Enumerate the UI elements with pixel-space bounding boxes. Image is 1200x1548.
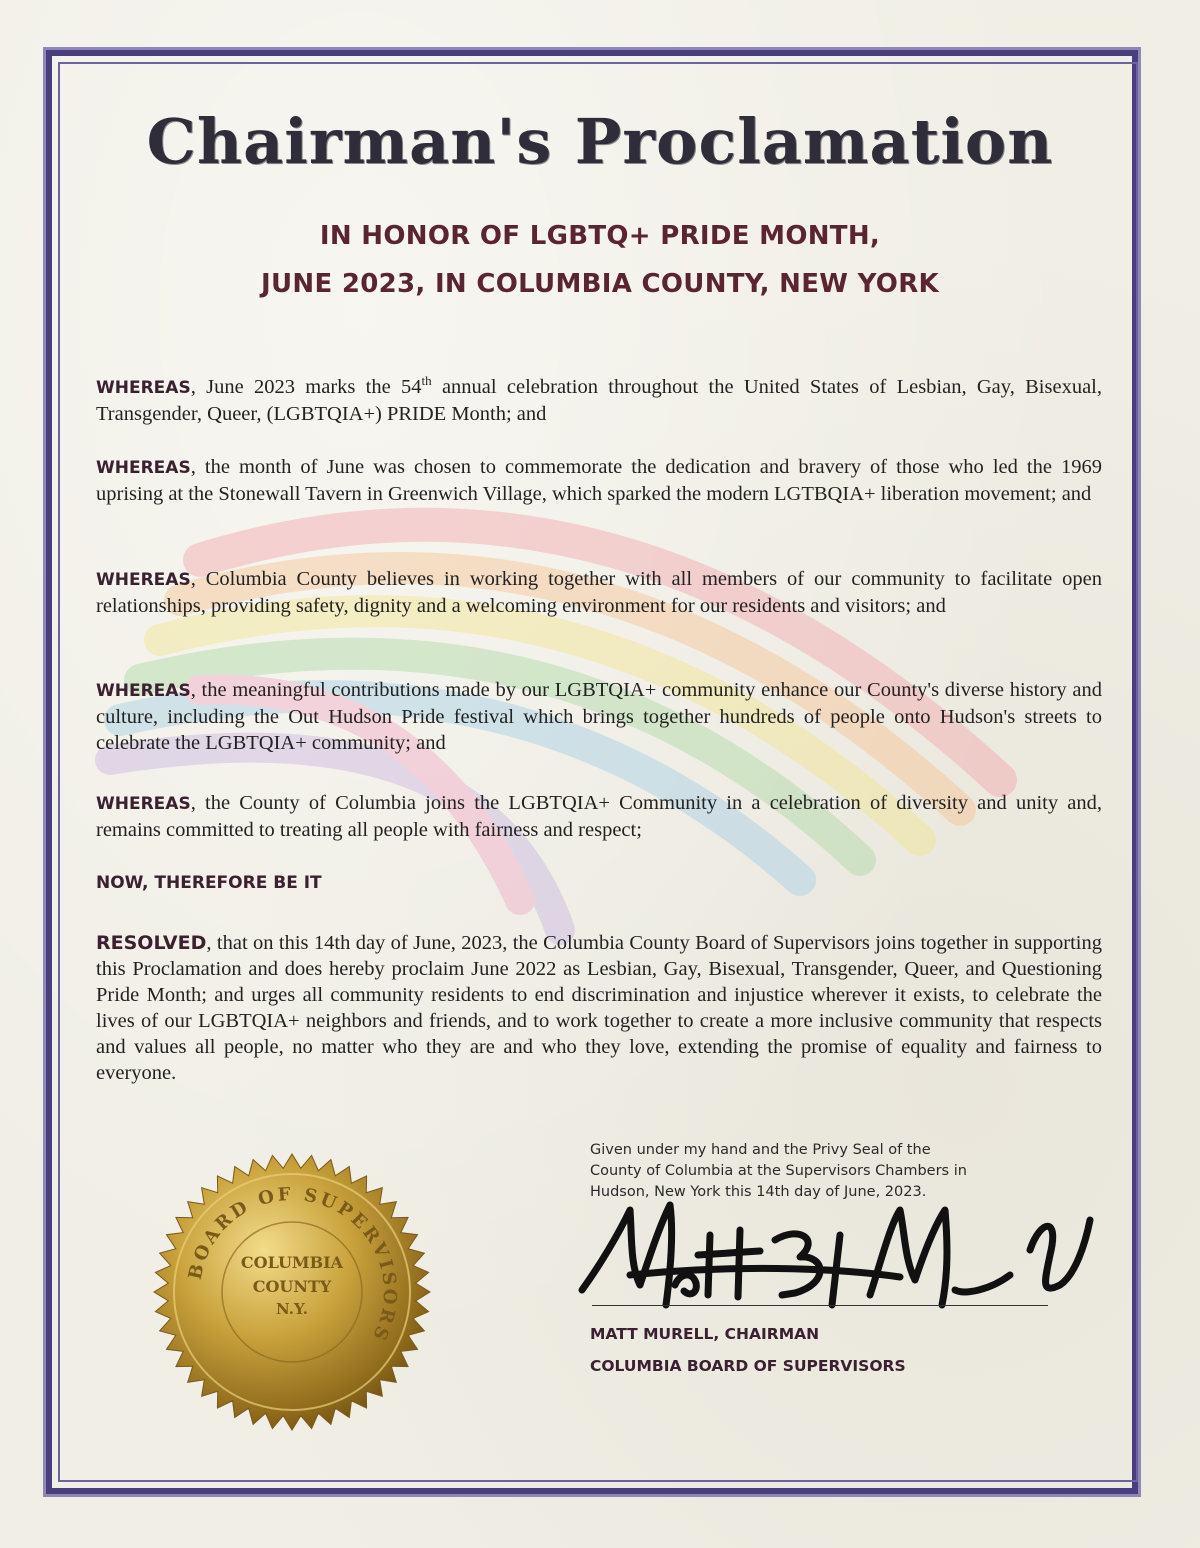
whereas-label: WHEREAS bbox=[96, 458, 191, 478]
clause-4-text: , the meaningful contributions made by our LGBTQIA+ community enhance our County's diverse history and culture, including the Out Hudson Pride festival which brings together hundreds of people onto Hudson's streets to celebrate the LGBTQIA+ community; and bbox=[96, 679, 1102, 754]
signer-organization: COLUMBIA BOARD OF SUPERVISORS bbox=[590, 1357, 906, 1375]
seal-center-line-3: N.Y. bbox=[276, 1300, 308, 1318]
given-statement bbox=[590, 1140, 1030, 1203]
clause-2-text: , the month of June was chosen to commemorate the dedication and bravery of those who led the 1969 uprising at the Stonewall Tavern in Greenwich Village, which sparked the modern LGTBQIA+ liberation movement; and bbox=[96, 456, 1102, 505]
whereas-clause-1 bbox=[96, 368, 1102, 427]
whereas-clause-3 bbox=[96, 566, 1102, 619]
seal-ring-text: BOARD OF SUPERVISORS bbox=[184, 1183, 401, 1346]
signer-block bbox=[590, 1318, 906, 1382]
page-subtitle bbox=[0, 212, 1200, 308]
clause-1-text-post: annual celebration throughout the United States of Lesbian, Gay, Bisexual, Transgender, Queer, (LGBTQIA+) PRIDE Month; and bbox=[96, 375, 1102, 425]
resolved-clause bbox=[96, 930, 1102, 1086]
given-line-2: County of Columbia at the Supervisors Chambers in bbox=[590, 1163, 967, 1179]
gold-seal-icon bbox=[150, 1150, 434, 1434]
whereas-label: WHEREAS bbox=[96, 570, 191, 590]
whereas-label: WHEREAS bbox=[96, 794, 191, 814]
resolved-text: , that on this 14th day of June, 2023, the Columbia County Board of Supervisors joins together in supporting this Proclamation and does hereby proclaim June 2022 as Lesbian, Gay, Bisexual, Transgender, Queer, and Questioning Pride Month; and urges all community residents to end discrimination and injustice wherever it exists, to celebrate the lives of our LGBTQIA+ neighbors and friends, and to work together to create a more inclusive community that respects and values all people, no matter who they are and who they love, extending the promise of equality and fairness to everyone. bbox=[96, 932, 1102, 1084]
clause-1-superscript: th bbox=[421, 373, 432, 388]
clause-5-text: , the County of Columbia joins the LGBTQIA+ Community in a celebration of diversity and unity and, remains committed to treating all people with fairness and respect; bbox=[96, 792, 1102, 841]
whereas-label: WHEREAS bbox=[96, 377, 191, 398]
page-title: Chairman's Proclamation bbox=[146, 105, 1054, 178]
resolved-label: RESOLVED bbox=[96, 932, 207, 954]
given-line-1: Given under my hand and the Privy Seal of the bbox=[590, 1142, 931, 1158]
signature-line bbox=[592, 1305, 1048, 1306]
signer-name: MATT MURELL, CHAIRMAN bbox=[590, 1325, 820, 1343]
now-therefore-heading: NOW, THEREFORE BE IT bbox=[96, 873, 322, 893]
whereas-label: WHEREAS bbox=[96, 681, 191, 701]
seal-center-line-2: COUNTY bbox=[252, 1277, 332, 1296]
subtitle-line-2: JUNE 2023, IN COLUMBIA COUNTY, NEW YORK bbox=[261, 269, 939, 299]
clause-1-text-pre: , June 2023 marks the 54 bbox=[190, 375, 422, 398]
whereas-clause-2 bbox=[96, 454, 1102, 507]
seal-center-line-1: COLUMBIA bbox=[240, 1253, 344, 1272]
whereas-clause-4 bbox=[96, 677, 1102, 756]
whereas-clause-5 bbox=[96, 790, 1102, 843]
given-line-3: Hudson, New York this 14th day of June, 2023. bbox=[590, 1184, 927, 1200]
clause-3-text: , Columbia County believes in working together with all members of our community to facilitate open relationships, providing safety, dignity and a welcoming environment for our residents and visitors; and bbox=[96, 568, 1102, 617]
subtitle-line-1: IN HONOR OF LGBTQ+ PRIDE MONTH, bbox=[319, 221, 881, 251]
